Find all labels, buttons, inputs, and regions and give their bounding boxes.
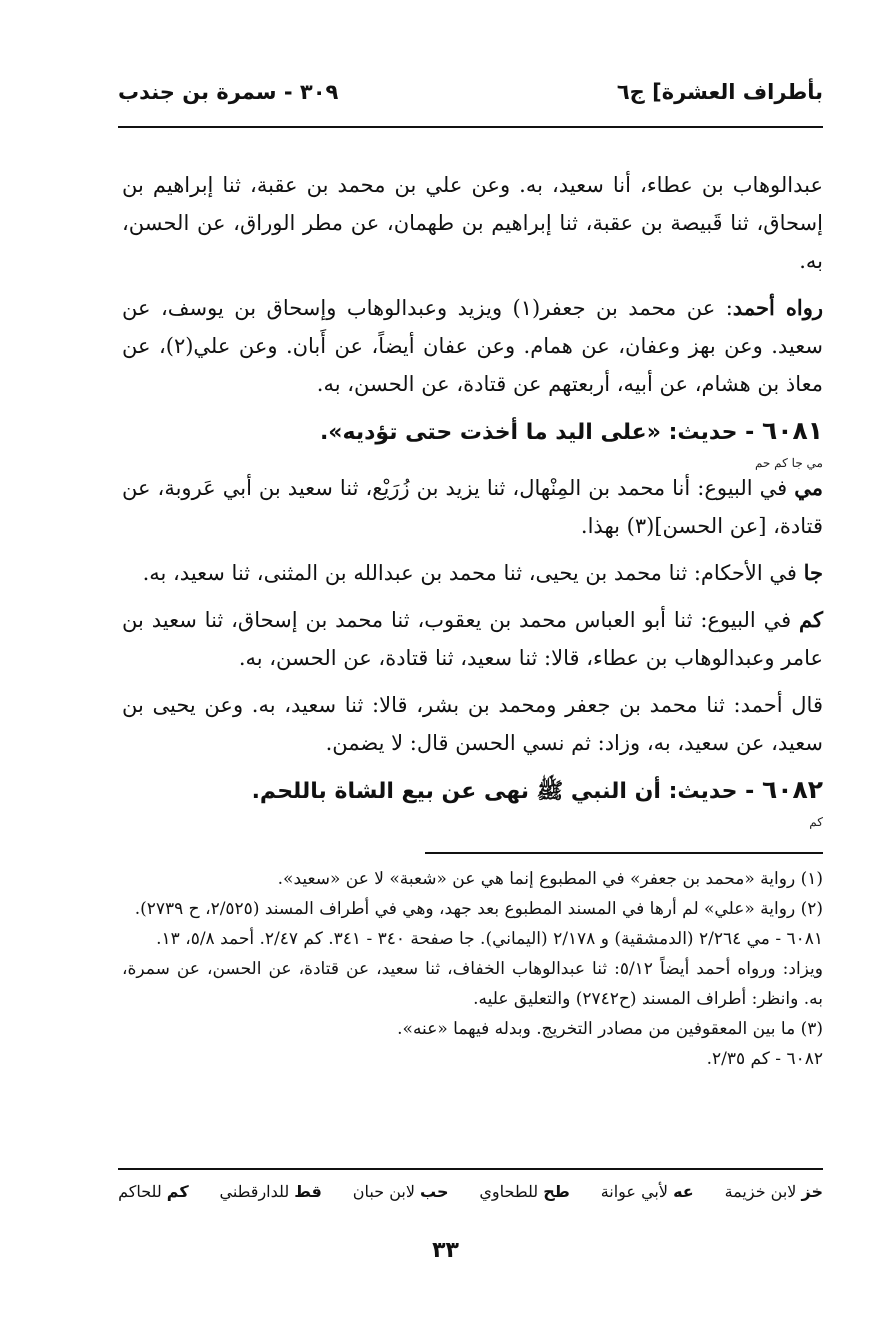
source-symbol: مي: [794, 475, 823, 500]
legend-item: كم للحاكم: [118, 1182, 189, 1201]
paragraph: [122, 469, 823, 545]
legend-item: خز لابن خزيمة: [724, 1182, 823, 1201]
legend-item: طح للطحاوي: [479, 1182, 570, 1201]
running-header: [118, 80, 823, 114]
legend-item: قط للدارقطني: [219, 1182, 322, 1201]
footnote: (٣) ما بين المعقوفين من مصادر التخريج. وبدله فيهما «عنه».: [397, 1019, 823, 1039]
source-symbol: جا: [803, 560, 823, 585]
legend-rule: [118, 1168, 823, 1170]
header-section-title: ٣٠٩ - سمرة بن جندب: [118, 80, 339, 104]
paragraph-text: في البيوع: أنا محمد بن المِنْهال، ثنا يزيد بن زُرَيْع، ثنا سعيد بن أبي عَروبة، عن قتادة، [عن الحسن](٣) بهذا.: [122, 476, 823, 538]
header-rule: [118, 126, 823, 128]
paragraph-text: : عن محمد بن جعفر(١) ويزيد وعبدالوهاب وإسحاق بن يوسف، عن سعيد. وعن بهز وعفان، عن همام. وعن عفان أيضاً، عن أَبان. وعن علي(٢)، عن معاذ بن هشام، عن أبيه، أربعتهم عن قتادة، عن الحسن، به.: [122, 296, 823, 396]
legend-item: عه لأبي عوانة: [600, 1182, 694, 1201]
hadith-text: - حديث: «على اليد ما أخذت حتى تؤديه».: [319, 420, 755, 445]
abbreviation-legend: [118, 1182, 823, 1212]
hadith-heading-6081: [122, 412, 823, 452]
paragraph: [122, 686, 823, 762]
narrator-label: رواه أحمد: [732, 295, 823, 320]
footnote: ٦٠٨١ - مي ٢/٢٦٤ (الدمشقية) و ٢/١٧٨ (اليماني). جا صفحة ٣٤٠ - ٣٤١. كم ٢/٤٧. أحمد ٥/٨، ١٣.: [156, 929, 823, 949]
paragraph-text: في البيوع: ثنا أبو العباس محمد بن يعقوب، ثنا محمد بن إسحاق، ثنا سعيد بن عامر وعبدالوهاب بن عطاء، قالا: ثنا سعيد، ثنا قتادة، عن الحسن، به.: [122, 608, 823, 670]
footnote: ٦٠٨٢ - كم ٢/٣٥.: [706, 1049, 823, 1069]
marginal-sources: كم: [809, 815, 823, 829]
footnote: ويزاد: ورواه أحمد أيضاً ٥/١٢: ثنا عبدالوهاب الخفاف، ثنا سعيد، عن قتادة، عن الحسن، عن سمرة، به. وانظر: أطراف المسند (ح٢٧٤٢) والتعليق عليه.: [122, 959, 823, 1009]
narrator-label: قال أحمد: [740, 693, 823, 717]
header-book-title: بأطراف العشرة] ج٦: [616, 80, 823, 104]
legend-item: حب لابن حبان: [352, 1182, 449, 1201]
hadith-text: - حديث: أن النبي ﷺ نهى عن بيع الشاة باللحم.: [251, 779, 755, 804]
paragraph: [122, 289, 823, 403]
paragraph: [122, 601, 823, 677]
page-number: ٣٣: [432, 1238, 459, 1263]
hadith-number: ٦٠٨٢: [761, 775, 823, 804]
footnote-rule: [425, 852, 823, 854]
footnotes: [122, 864, 823, 1074]
main-text: [122, 166, 823, 828]
footnote: (١) رواية «محمد بن جعفر» في المطبوع إنما هي عن «شعبة» لا عن «سعيد».: [277, 869, 823, 889]
paragraph-text: في الأحكام: ثنا محمد بن يحيى، ثنا محمد بن عبدالله بن المثنى، ثنا سعيد، به.: [142, 561, 797, 585]
hadith-heading-6082: [122, 771, 823, 811]
paragraph: عبدالوهاب بن عطاء، أنا سعيد، به. وعن علي بن محمد بن عقبة، ثنا إبراهيم بن إسحاق، ثنا قَبيصة بن عقبة، ثنا إبراهيم بن طهمان، عن مطر الوراق، عن الحسن، به.: [122, 173, 823, 273]
paragraph-text: : ثنا محمد بن جعفر ومحمد بن بشر، قالا: ثنا سعيد، به. وعن يحيى بن سعيد، عن سعيد، به، وزاد: ثم نسي الحسن قال: لا يضمن.: [122, 693, 823, 755]
footnote: (٢) رواية «علي» لم أرها في المسند المطبوع بعد جهد، وهي في أطراف المسند (٢/٥٢٥، ح ٢٧٣٩).: [134, 899, 823, 919]
hadith-number: ٦٠٨١: [761, 416, 823, 445]
marginal-sources: مي جا كم حم: [754, 456, 823, 470]
paragraph: [122, 554, 823, 592]
source-symbol: كم: [799, 607, 823, 632]
